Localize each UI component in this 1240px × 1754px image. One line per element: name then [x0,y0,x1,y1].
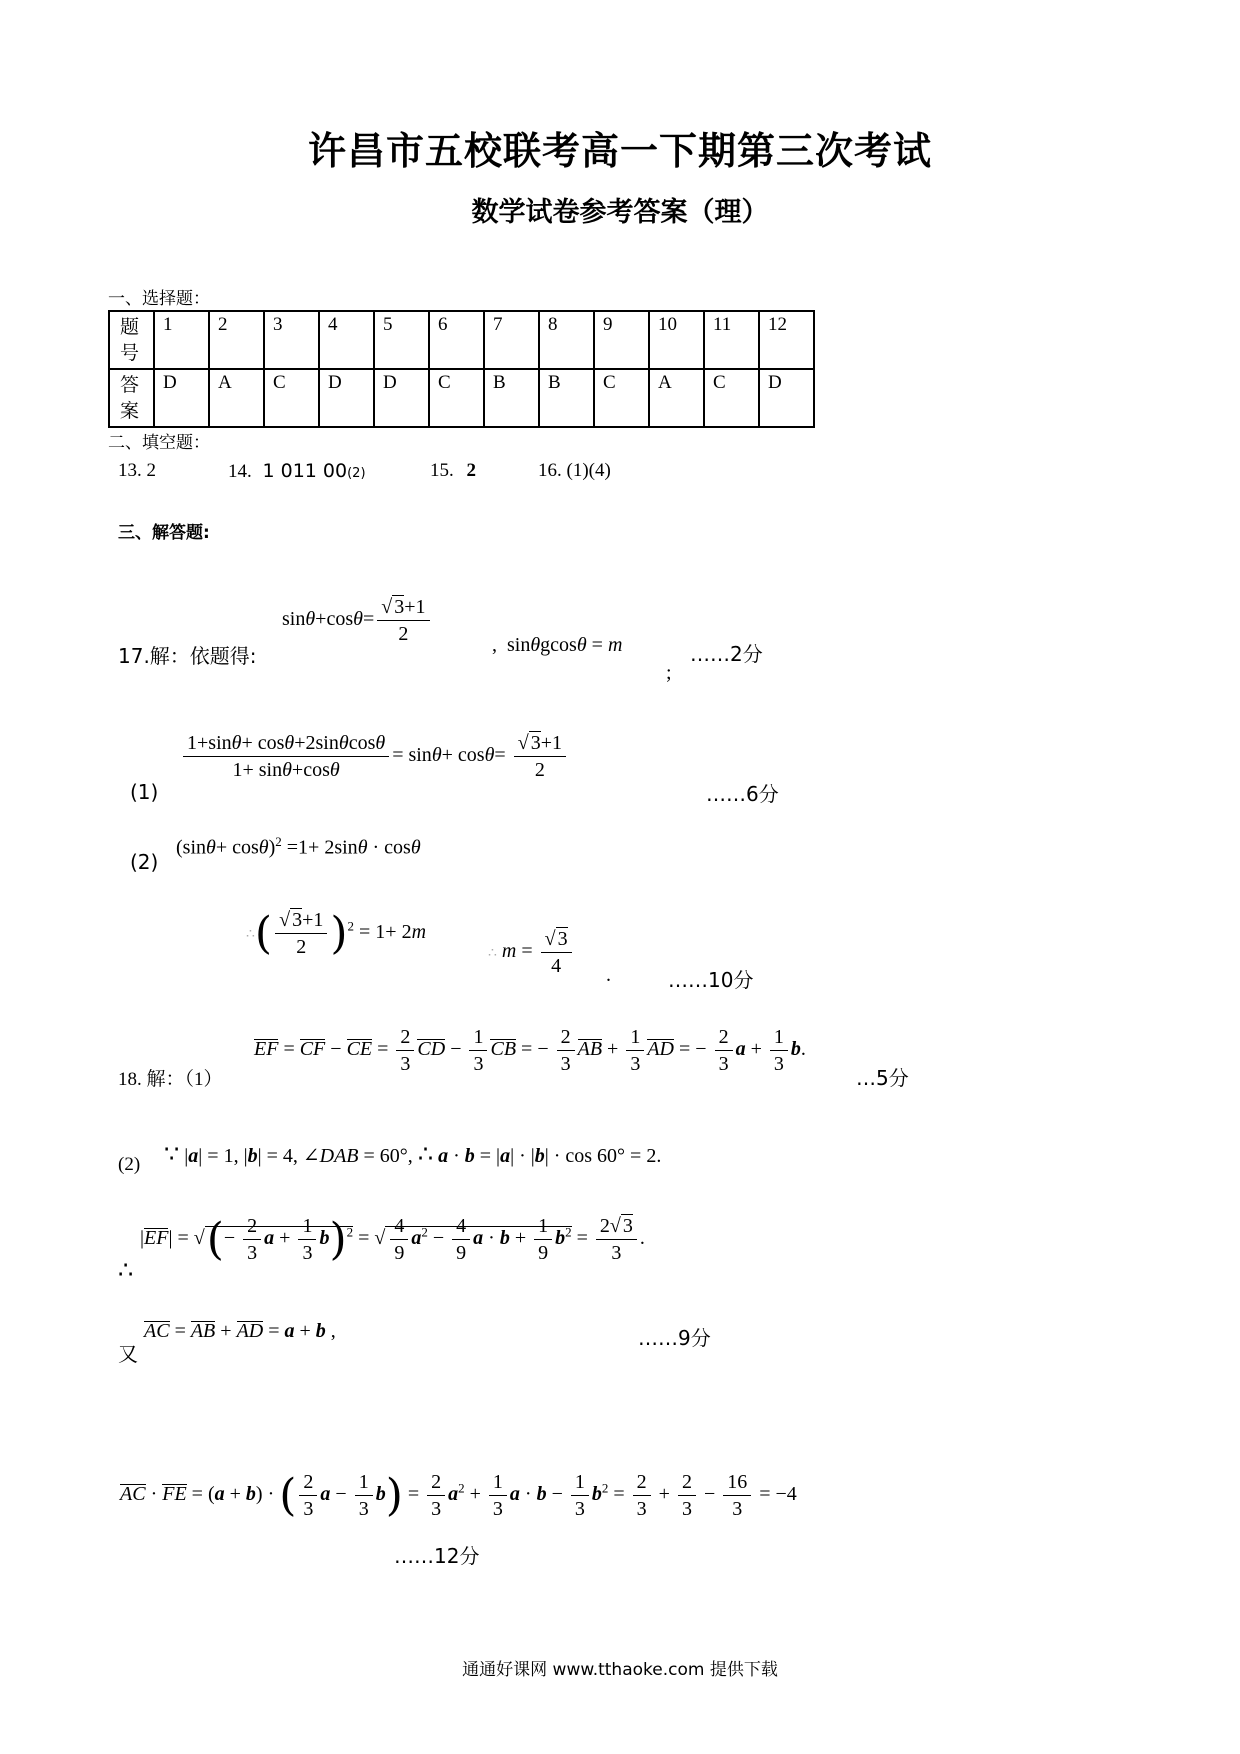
q18-score-9: ……9分 [638,1326,711,1350]
table-cell: C [429,369,484,427]
footer-source: 通通好课网 www.tthaoke.com 提供下载 [462,1660,778,1680]
table-row-answers [109,369,814,427]
q18-you-label: 又 [118,1342,138,1366]
q18-ac-formula: AC = AB + AD = a + b , [144,1320,336,1342]
q17-label: 17.解：依题得: [118,644,257,668]
q18-score-5: …5分 [856,1066,909,1090]
table-cell: 2 [209,311,264,369]
q17-part1-label: (1) [130,780,159,804]
table-cell: 5 [374,311,429,369]
q18-magnitude-formula: |EF| = √(− $\frac{2}{3}$ a + $\frac{1}{3}$ b)$^2$ = √ $\frac{4}{9}$ $a^2$ − $\frac{4}{9}$ a · b + $\frac{1}{9}$ $b^2$ = $\frac{2√ 3}{3}$ . [140,1214,645,1265]
fill-answer-14 [228,460,366,483]
page-subtitle: 数学试卷参考答案（理） [471,197,769,228]
q18-score-12: ……12分 [394,1544,480,1568]
q17-part2-equation: ∴( $\frac{√ 3+1}{2}$ )$^2$ = 1+ 2m [246,908,427,959]
table-cell: D [319,369,374,427]
table-cell: B [539,369,594,427]
q17-part1-formula: $\frac{1+\sin\theta+ \cos\theta+2\sin\theta\cos\theta}{1+ \sin\theta+\cos\theta}$ = sinθ+ cosθ= $\frac{√ 3+1}{2}$ [180,732,569,781]
table-cell: C [264,369,319,427]
table-cell: 11 [704,311,759,369]
table-cell: B [484,369,539,427]
q18-part2-label: (2) [118,1154,141,1175]
q17-formula-product: , sinθgcosθ = m [492,634,623,656]
table-cell: D [759,369,814,427]
table-cell: 12 [759,311,814,369]
q17-part2-label: (2) [130,850,159,874]
section-fill-label: 二、填空题： [108,433,210,453]
section-choice-label: 一、选择题： [108,289,210,309]
q18-part2-given: ∵ |a| = 1, |b| = 4, ∠DAB = 60°, ∴ a · b = |a| · |b| · cos 60° = 2. [164,1142,662,1168]
page-title: 许昌市五校联考高一下期第三次考试 [307,129,932,173]
q17-score-2: ……2分 [690,642,763,666]
section-solution-label: 三、解答题: [118,523,210,543]
fill-answer-13: 13. 2 [118,460,156,481]
fill-value-14: 1 011 00 [262,460,348,482]
table-cell: 4 [319,311,374,369]
fill-answer-15 [430,460,476,482]
q18-label: 18. 解：（1） [118,1069,223,1090]
q17-part2-result: ∴ m = $\frac{√ 3}{4}$ [488,928,575,977]
q17-semicolon: ; [666,662,672,684]
table-cell: C [704,369,759,427]
table-cell: A [649,369,704,427]
q17-formula-sum: sinθ+cosθ= $\frac{√ 3+1}{2}$ [282,596,433,645]
table-row-header: 答案 [109,369,154,427]
q17-period: . [606,964,611,986]
table-cell: A [209,369,264,427]
therefore-icon: ∴ [118,1258,134,1284]
answer-table [108,310,815,428]
q18-dot-product-formula: AC · FE = (a + b) · ( $\frac{2}{3}$ a − $\frac{1}{3}$ b) = $\frac{2}{3}$ $a^2$ + $\frac{1}{3}$ a · b − $\frac{1}{3}$ $b^2$ = $\frac{2}{3}$ + $\frac{2}{3}$ − $\frac{16}{3}$ = −4 [120,1470,797,1521]
table-cell: 7 [484,311,539,369]
table-cell: 3 [264,311,319,369]
table-cell: D [154,369,209,427]
q18-part1-formula: EF = CF − CE = $\frac{2}{3}$ CD − $\frac{1}{3}$ CB = − $\frac{2}{3}$ AB + $\frac{1}{3}$ AD = − $\frac{2}{3}$ a + $\frac{1}{3}$ b. [254,1026,806,1075]
table-cell: C [594,369,649,427]
table-cell: 1 [154,311,209,369]
fill-number-14: 14. [228,461,252,482]
table-row-header: 题号 [109,311,154,369]
fill-number-15: 15. [430,460,454,481]
q17-score-6: ……6分 [706,782,779,806]
table-cell: 10 [649,311,704,369]
fill-answer-16: 16. (1)(4) [538,460,611,481]
table-row-numbers [109,311,814,369]
fill-base-14: (2) [347,466,366,481]
q17-score-10: ……10分 [668,968,754,992]
table-cell: 6 [429,311,484,369]
q17-part2-formula: $(\sin\theta+ \cos\theta)^2 =1+ 2\sin\theta \cdot \cos\theta$ [176,834,421,859]
fill-value-15: 2 [466,460,476,481]
table-cell: D [374,369,429,427]
table-cell: 9 [594,311,649,369]
table-cell: 8 [539,311,594,369]
